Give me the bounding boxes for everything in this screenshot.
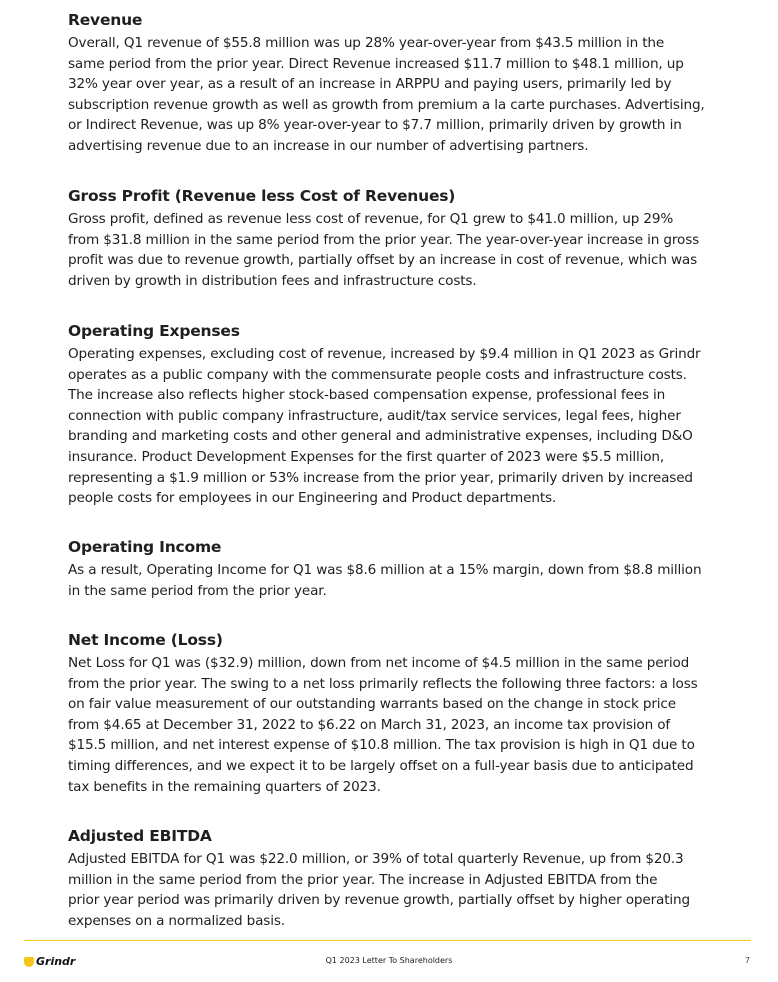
section-body bbox=[68, 344, 728, 509]
section-heading: Net Income (Loss) bbox=[68, 631, 223, 649]
body-text-line: advertising revenue due to an increase in our number of advertising partners. bbox=[68, 137, 589, 154]
body-text-line: or Indirect Revenue, was up 8% year-over-year to $7.7 million, primarily driven by growth in bbox=[68, 117, 682, 134]
body-text-line: people costs for employees in our Engineering and Product departments. bbox=[68, 490, 557, 507]
body-text-line: million in the same period from the prior year. The increase in Adjusted EBITDA from the bbox=[68, 871, 658, 888]
body-text-line: $15.5 million, and net interest expense of $10.8 million. The tax provision is high in Q1 due to bbox=[68, 737, 695, 754]
section-heading: Operating Income bbox=[68, 538, 222, 556]
body-text-line: operates as a public company with the commensurate people costs and infrastructure costs. bbox=[68, 366, 687, 383]
logo-text: Grindr bbox=[36, 955, 76, 968]
section-revenue bbox=[68, 9, 728, 157]
body-text-line: representing a $1.9 million or 53% increase from the prior year, primarily driven by increased bbox=[68, 469, 693, 486]
page-number: 7 bbox=[744, 956, 750, 965]
body-text-line: from the prior year. The swing to a net loss primarily reflects the following three factors: a loss bbox=[68, 675, 698, 692]
body-text-line: tax benefits in the remaining quarters of 2023. bbox=[68, 778, 381, 795]
body-text-line: profit was due to revenue growth, partially offset by an increase in cost of revenue, which was bbox=[68, 252, 698, 269]
body-text-line: prior year period was primarily driven by revenue growth, partially offset by higher operating bbox=[68, 892, 690, 909]
body-text-line: Net Loss for Q1 was ($32.9) million, down from net income of $4.5 million in the same period bbox=[68, 655, 690, 671]
section-adjusted-ebitda bbox=[68, 825, 728, 931]
section-heading: Revenue bbox=[68, 11, 143, 29]
section-operating-expenses bbox=[68, 320, 728, 509]
section-body bbox=[68, 560, 728, 601]
body-text-line: As a result, Operating Income for Q1 was $8.6 million at a 15% margin, down from $8.8 million bbox=[68, 562, 702, 578]
footer-title: Q1 2023 Letter To Shareholders bbox=[325, 956, 453, 965]
body-text-line: from $31.8 million in the same period from the prior year. The year-over-year increase in gross bbox=[68, 231, 700, 248]
body-text-line: in the same period from the prior year. bbox=[68, 582, 327, 599]
section-body bbox=[68, 653, 728, 797]
body-text-line: timing differences, and we expect it to be largely offset on a full-year basis due to anticipated bbox=[68, 757, 694, 774]
section-body bbox=[68, 209, 728, 291]
body-text-line: expenses on a normalized basis. bbox=[68, 912, 285, 929]
body-text-line: Operating expenses, excluding cost of revenue, increased by $9.4 million in Q1 2023 as Grindr bbox=[68, 346, 701, 362]
section-heading: Gross Profit (Revenue less Cost of Revenues) bbox=[68, 187, 456, 205]
section-body bbox=[68, 849, 728, 931]
body-text-line: same period from the prior year. Direct Revenue increased $11.7 million to $48.1 million, up bbox=[68, 55, 684, 72]
body-text-line: driven by growth in distribution fees and infrastructure costs. bbox=[68, 272, 477, 289]
section-body bbox=[68, 33, 728, 157]
body-text-line: insurance. Product Development Expenses for the first quarter of 2023 were $5.5 million, bbox=[68, 448, 665, 465]
body-text-line: subscription revenue growth as well as growth from premium a la carte purchases. Advertising, bbox=[68, 96, 705, 113]
body-text-line: branding and marketing costs and other general and administrative expenses, including D&O bbox=[68, 428, 693, 445]
section-gross-profit-revenue-less-cost-of-revenues bbox=[68, 185, 728, 291]
body-text-line: Overall, Q1 revenue of $55.8 million was up 28% year-over-year from $43.5 million in the bbox=[68, 35, 665, 51]
footer-divider bbox=[24, 940, 751, 941]
body-text-line: Gross profit, defined as revenue less cost of revenue, for Q1 grew to $41.0 million, up 29% bbox=[68, 211, 674, 227]
section-heading: Operating Expenses bbox=[68, 322, 240, 340]
body-text-line: connection with public company infrastructure, audit/tax service services, legal fees, higher bbox=[68, 407, 681, 424]
body-text-line: 32% year over year, as a result of an increase in ARPPU and paying users, primarily led by bbox=[68, 76, 672, 93]
body-text-line: Adjusted EBITDA for Q1 was $22.0 million, or 39% of total quarterly Revenue, up from $20.3 bbox=[68, 851, 684, 867]
body-text-line: The increase also reflects higher stock-based compensation expense, professional fees in bbox=[68, 387, 666, 404]
section-heading: Adjusted EBITDA bbox=[68, 827, 212, 845]
body-text-line: from $4.65 at December 31, 2022 to $6.22 on March 31, 2023, an income tax provision of bbox=[68, 716, 671, 733]
section-operating-income bbox=[68, 536, 728, 601]
section-net-income-loss bbox=[68, 629, 728, 797]
body-text-line: on fair value measurement of our outstanding warrants based on the change in stock price bbox=[68, 696, 676, 713]
